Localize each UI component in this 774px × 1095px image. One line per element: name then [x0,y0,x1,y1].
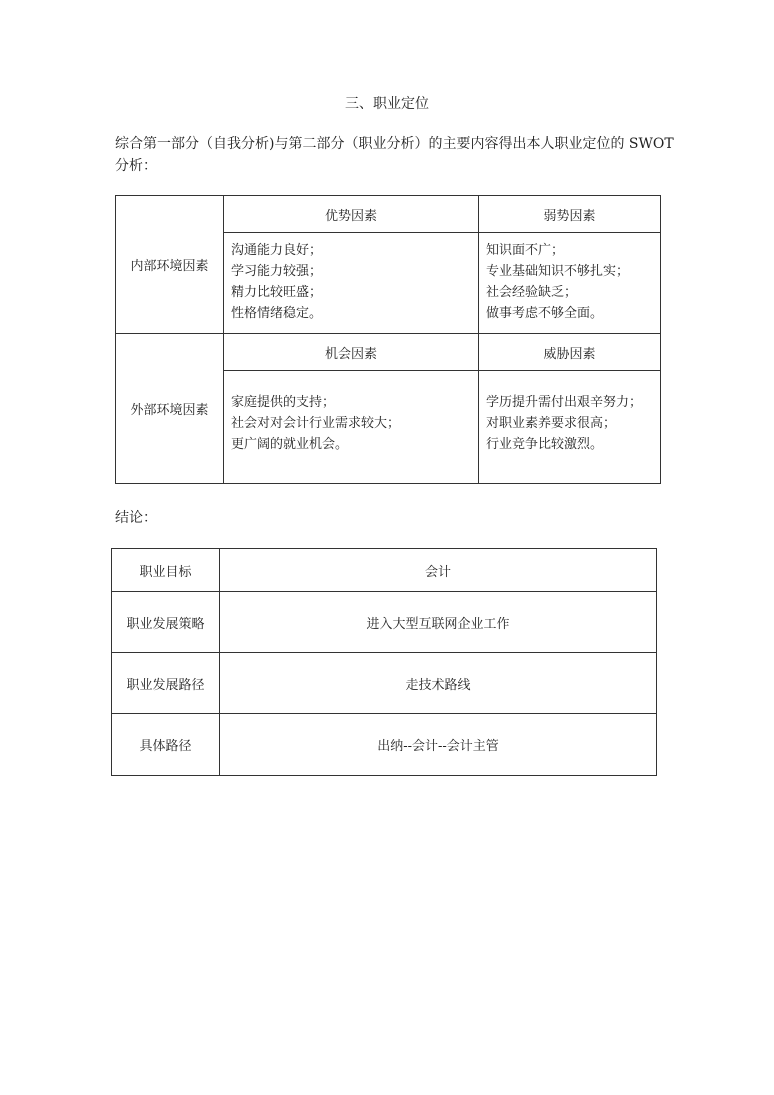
list-item: 精力比较旺盛； [231,285,323,300]
weaknesses-list [479,233,661,334]
row-key: 职业发展路径 [112,653,220,714]
external-env-label: 外部环境因素 [116,334,224,484]
list-item: 沟通能力良好； [231,243,323,258]
list-item: 学习能力较强； [231,264,323,279]
list-item: 做事考虑不够全面。 [486,306,604,321]
internal-env-label: 内部环境因素 [116,196,224,334]
list-item: 知识面不广； [486,243,565,258]
threats-header: 威胁因素 [479,334,661,371]
row-key: 具体路径 [112,714,220,776]
opportunities-list [224,371,479,484]
weaknesses-header: 弱势因素 [479,196,661,233]
list-item: 学历提升需付出艰辛努力； [486,394,643,410]
list-item: 对职业素养要求很高； [486,415,617,431]
opportunities-header: 机会因素 [224,334,479,371]
conclusion-table [111,548,657,776]
conclusion-label: 结论： [115,510,157,526]
row-value: 进入大型互联网企业工作 [220,592,657,653]
row-key: 职业发展策略 [112,592,220,653]
row-key: 职业目标 [112,549,220,592]
row-value: 会计 [220,549,657,592]
row-value: 走技术路线 [220,653,657,714]
list-item: 社会对对会计行业需求较大； [231,415,401,431]
table-row [112,653,657,714]
strengths-header: 优势因素 [224,196,479,233]
table-row [112,549,657,592]
table-row [112,714,657,776]
list-item: 行业竞争比较激烈。 [486,436,604,452]
row-value: 出纳--会计--会计主管 [220,714,657,776]
threats-list [479,371,661,484]
list-item: 专业基础知识不够扎实； [486,264,630,279]
swot-table [115,195,661,484]
strengths-list [224,233,479,334]
intro-paragraph: 综合第一部分（自我分析)与第二部分（职业分析）的主要内容得出本人职业定位的 SWOT 分析： [115,136,674,174]
list-item: 更广阔的就业机会。 [231,436,349,452]
table-row [112,592,657,653]
section-title: 三、职业定位 [345,96,429,112]
list-item: 社会经验缺乏； [486,285,578,300]
list-item: 性格情绪稳定。 [231,306,323,321]
list-item: 家庭提供的支持； [231,394,336,410]
